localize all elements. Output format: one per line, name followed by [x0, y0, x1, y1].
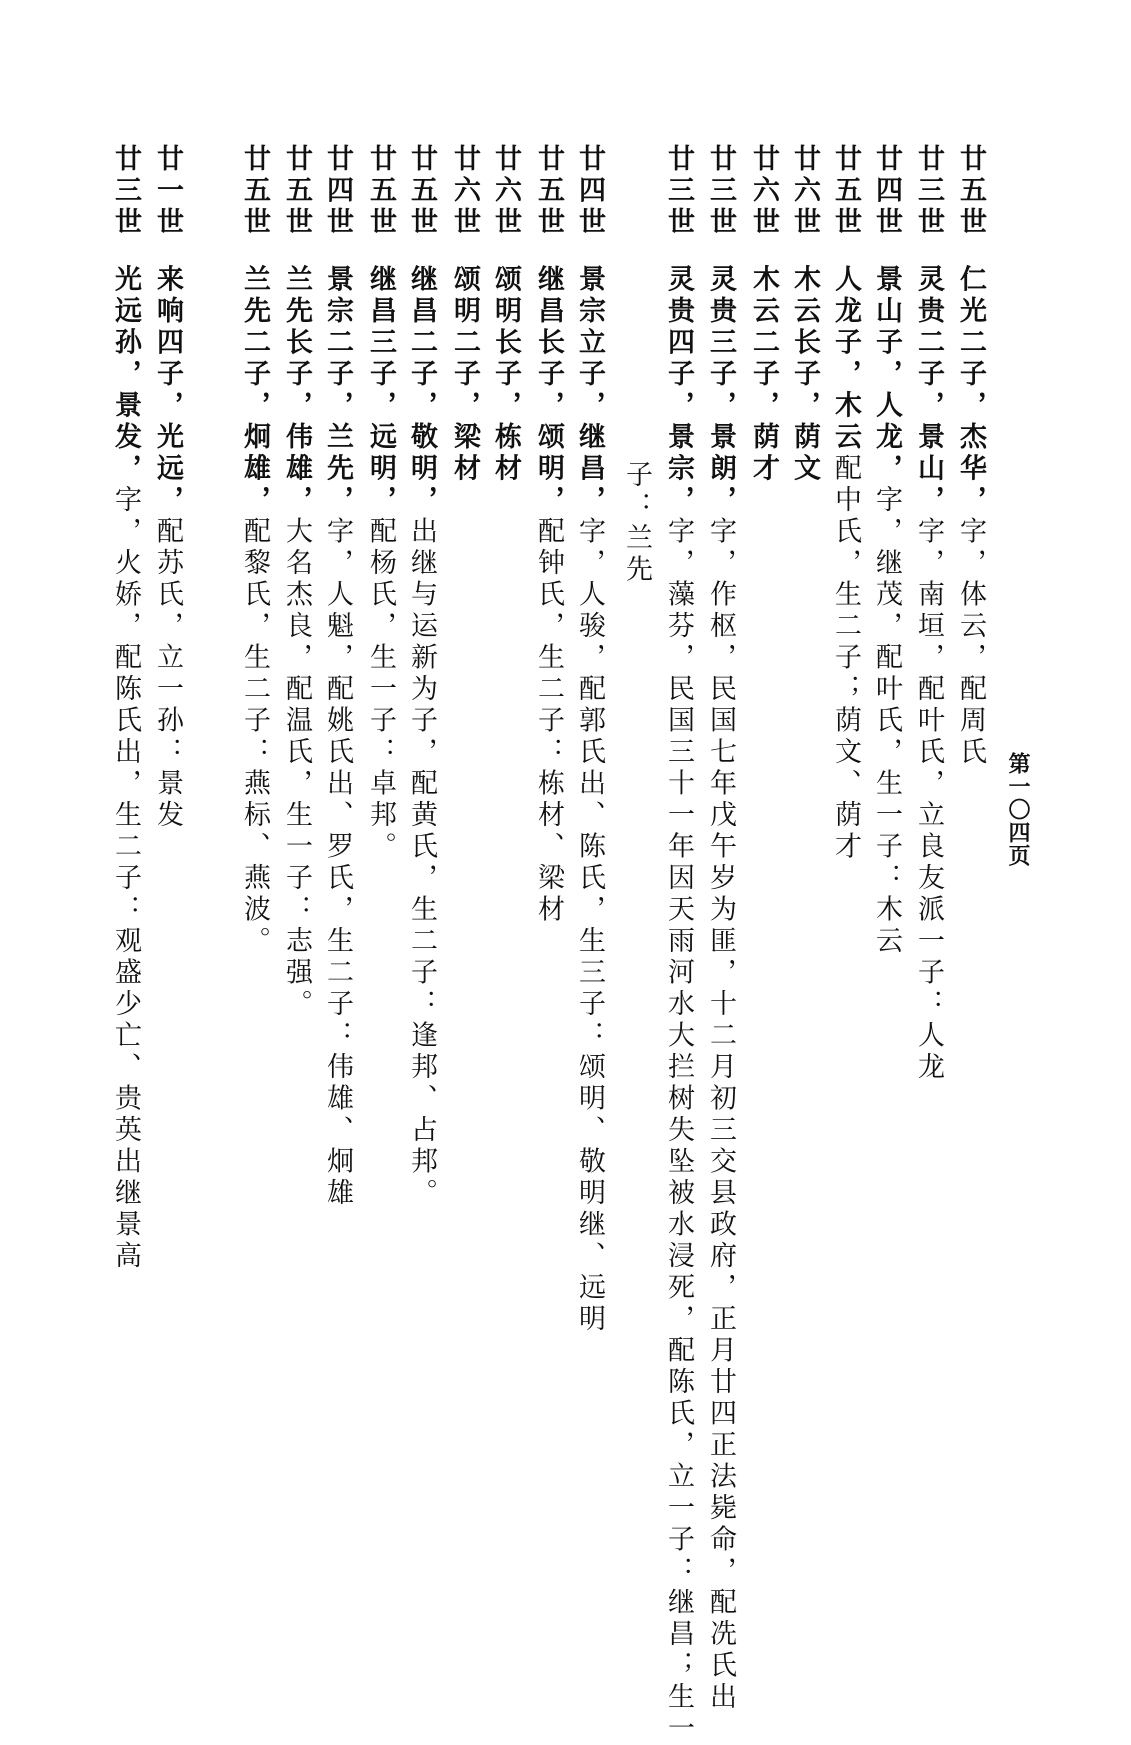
generation-label: 廿三世	[110, 144, 140, 239]
entry-head: 颂明长子，栋材	[490, 265, 521, 486]
entry-head: 景宗二子，兰先，	[322, 265, 353, 517]
entry-body: 字，体云，配周氏	[955, 517, 986, 769]
generation-label: 廿五世	[830, 144, 860, 239]
entry-head: 光远孙，景发，	[110, 265, 141, 486]
generation-label: 廿五世	[533, 144, 563, 239]
entry-head: 灵贵二子，景山，	[913, 265, 944, 517]
entry-head: 景宗立子，继昌，	[574, 265, 605, 517]
generation-label: 廿六世	[748, 144, 778, 239]
generation-label: 廿六世	[789, 144, 819, 239]
entry-body: 配黎氏，生二子：燕标、燕波。	[239, 517, 270, 958]
entry-head: 继昌长子，颂明，	[533, 265, 564, 517]
entry-body: 配杨氏，生一子：卓邦。	[365, 517, 396, 864]
entry-column	[406, 144, 436, 1210]
entry-column	[913, 144, 943, 1084]
entry-head: 灵贵四子，景宗，	[663, 265, 694, 517]
generation-label: 廿五世	[365, 144, 395, 239]
entry-head: 人龙子，木云	[830, 265, 861, 454]
page-number: 第一〇四页	[1007, 752, 1029, 867]
entry-column	[748, 144, 778, 485]
entry-column	[110, 144, 140, 1273]
entry-column	[490, 144, 520, 485]
entry-body: 子：兰先	[621, 460, 652, 586]
entry-body: 字，作枢，民国七年戊午岁为匪，十二月初三交县政府，正月廿四正法毙命，配冼氏出	[705, 517, 736, 1714]
generation-label: 廿六世	[490, 144, 520, 239]
entry-head: 兰先长子，伟雄，	[281, 265, 312, 517]
generation-label: 廿五世	[239, 144, 269, 239]
entry-head: 来响四子，光远，	[152, 265, 183, 517]
generation-label: 廿三世	[913, 144, 943, 239]
entry-continuation	[621, 460, 651, 586]
entry-column	[574, 144, 604, 1336]
generation-label: 廿五世	[281, 144, 311, 239]
entry-body: 大名杰良，配温氏，生一子：志强。	[281, 517, 312, 1021]
generation-label: 廿一世	[152, 144, 182, 239]
entry-column	[281, 144, 311, 1021]
entry-column	[955, 144, 985, 769]
entry-head: 兰先二子，炯雄，	[239, 265, 270, 517]
generation-label: 廿四世	[871, 144, 901, 239]
generation-label: 廿三世	[705, 144, 735, 239]
entry-column	[533, 144, 563, 926]
entry-body: 配钟氏，生二子：栋材、梁材	[533, 517, 564, 927]
generation-label: 廿五世	[406, 144, 436, 239]
entry-body: 字，继茂，配叶氏，生一子：木云	[871, 485, 902, 958]
entry-body: 字，火娇，配陈氏出，生二子：观盛少亡、贵英出继景高	[110, 485, 141, 1273]
entry-column	[365, 144, 395, 863]
entry-head: 景山子，人龙，	[871, 265, 902, 486]
entry-body: 出继与运新为子，配黄氏，生二子：逢邦、占邦。	[406, 517, 437, 1210]
entry-column	[830, 144, 860, 863]
generation-label: 廿五世	[955, 144, 985, 239]
entry-body: 配中氏，生二子；荫文、荫才	[830, 454, 861, 864]
entry-column	[322, 144, 352, 1210]
entry-head: 继昌二子，敬明，	[406, 265, 437, 517]
generation-label: 廿三世	[663, 144, 693, 239]
entry-column	[871, 144, 901, 958]
entry-column	[663, 144, 693, 1745]
entry-head: 木云二子，荫才	[748, 265, 779, 486]
entry-head: 颂明二子，梁材	[449, 265, 480, 486]
entry-body: 配苏氏，立一孙：景发	[152, 517, 183, 832]
entry-body: 字，人魁，配姚氏出、罗氏，生二子：伟雄、炯雄	[322, 517, 353, 1210]
entry-head: 仁光二子，杰华，	[955, 265, 986, 517]
entry-body: 字，藻芬，民国三十一年因天雨河水大拦树失坠被水浸死，配陈氏，立一子：继昌；生一	[663, 517, 694, 1745]
generation-label: 廿四世	[322, 144, 352, 239]
entry-body: 字，人骏，配郭氏出、陈氏，生三子：颂明、敬明继、远明	[574, 517, 605, 1336]
entry-head: 木云长子，荫文	[789, 265, 820, 486]
entry-column	[152, 144, 182, 832]
entry-body: 字，南垣，配叶氏，立良友派一子：人龙	[913, 517, 944, 1084]
generation-label: 廿六世	[449, 144, 479, 239]
entry-column	[789, 144, 819, 485]
entry-head: 继昌三子，远明，	[365, 265, 396, 517]
entry-head: 灵贵三子，景朗，	[705, 265, 736, 517]
entry-column	[449, 144, 479, 485]
generation-label: 廿四世	[574, 144, 604, 239]
entry-column	[705, 144, 735, 1714]
entry-column	[239, 144, 269, 958]
